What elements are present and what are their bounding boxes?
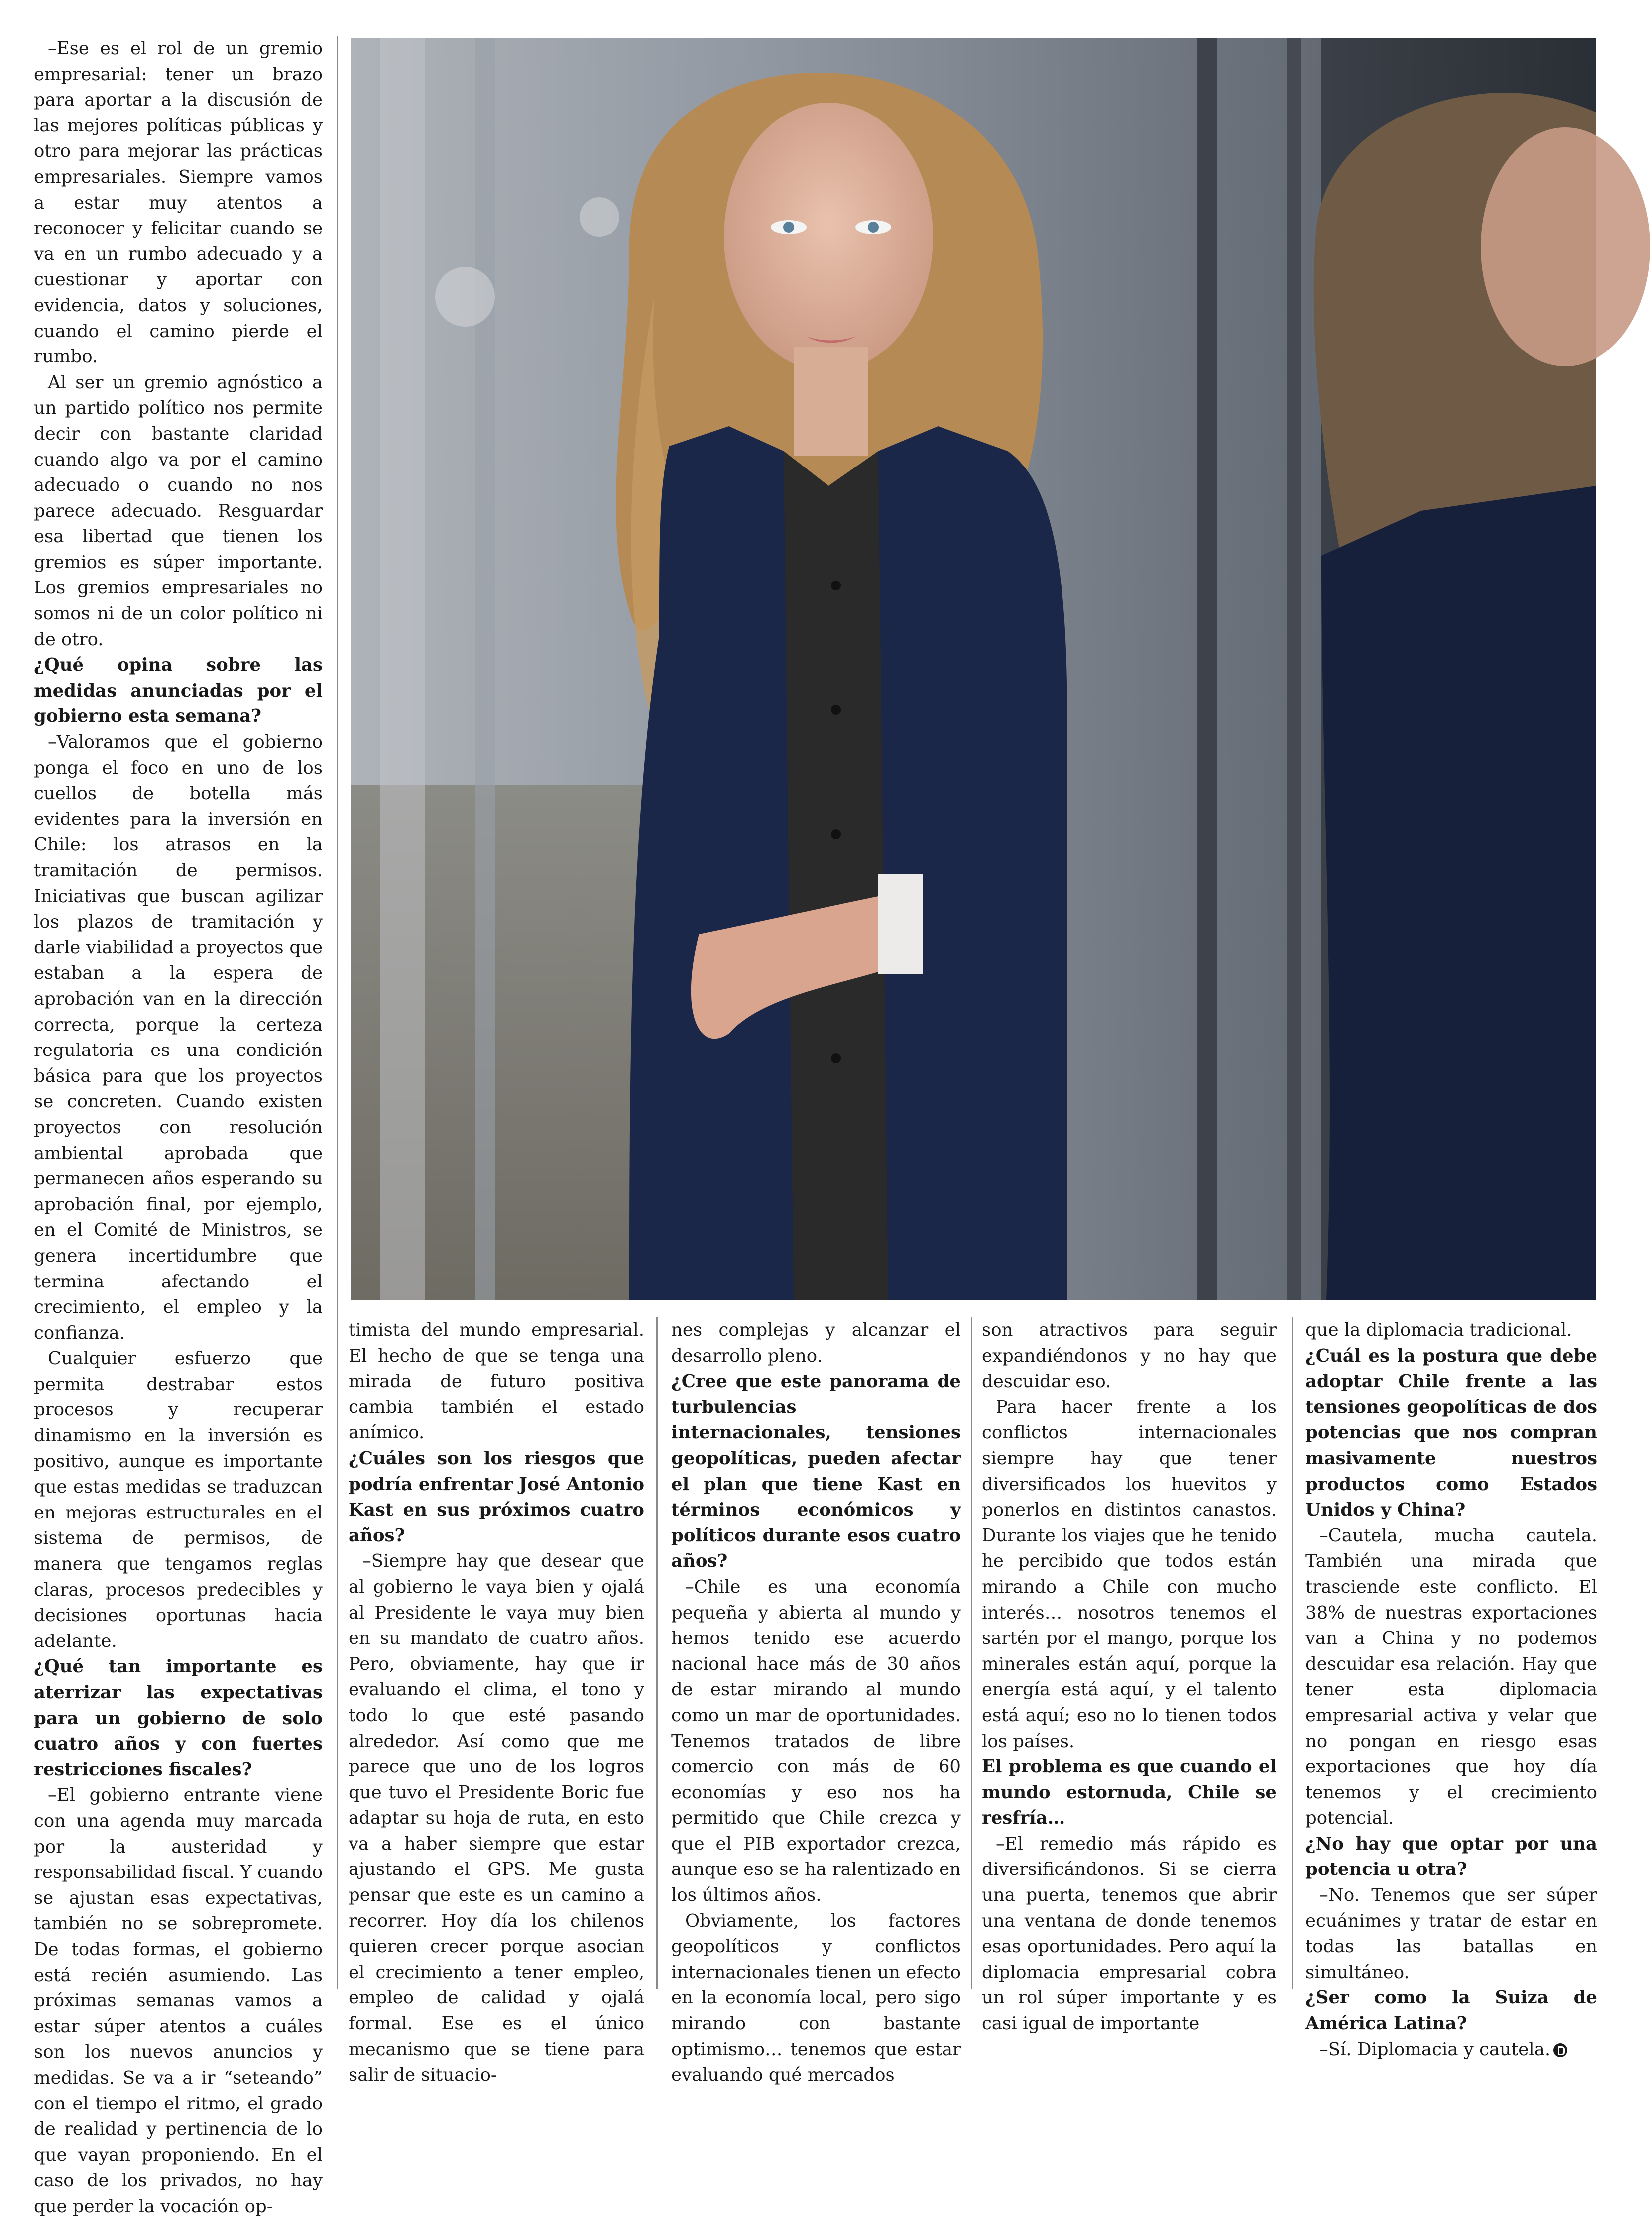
interview-question: ¿Ser como la Suiza de América Latina? xyxy=(1305,1987,1597,2034)
text-column-1 xyxy=(34,36,323,2217)
final-answer: –Sí. Diplomacia y cautela. xyxy=(1319,2039,1551,2060)
answer-paragraph: –El gobierno entrante viene con una agenda muy marcada por la austeridad y responsabilidad fiscal. Y cuando se ajustan esas expectativas, también no se sobrepromete. De todas formas, el gobierno está recién asumiendo. Las próximas semanas vamos a estar súper atentos a cuáles son los nuevos anuncios y medidas. Se va a ir “seteando” con el tiempo el ritmo, el grado de realidad y pertinencia de lo que vayan proponiendo. En el caso de los privados, no hay que perder la vocación op- xyxy=(34,1785,323,2217)
answer-paragraph: Para hacer frente a los conflictos internacionales siempre hay que tener diversificados los huevitos y ponerlos en distintos canastos. Durante los viajes que he tenido he percibido que todos están mirando a Chile con mucho interés… nosotros tenemos el sartén por el mango, porque los minerales están aquí, porque la energía está aquí, y el talento está aquí; eso no lo tienen todos los países. xyxy=(982,1397,1277,1752)
answer-paragraph: –Cautela, mucha cautela. También una mirada que trasciende este conflicto. El 38% de nuestras exportaciones van a China y no podemos descuidar esa relación. Hay que tener esta diplomacia empresarial activa y velar que no pongan en riesgo esas exportaciones que hoy día tenemos y el crecimiento potencial. xyxy=(1305,1525,1597,1829)
answer-paragraph: timista del mundo empresarial. El hecho de que se tenga una mirada de futuro positiva cambia también el estado anímico. xyxy=(349,1320,644,1443)
interview-question: ¿No hay que optar por una potencia u otra? xyxy=(1305,1833,1597,1880)
interview-question: ¿Cree que este panorama de turbulencias internacionales, tensiones geopolíticas, pueden afectar el plan que tiene Kast en términos económicos y políticos durante esos cuatro años? xyxy=(671,1371,961,1572)
text-column-4 xyxy=(982,1317,1277,2034)
text-column-5 xyxy=(1305,1317,1597,2060)
answer-paragraph: –Ese es el rol de un gremio empresarial: tener un brazo para aportar a la discusión de las mejores políticas públicas y otro para mejorar las prácticas empresariales. Siempre vamos a estar muy atentos a reconocer y felicitar cuando se va en un rumbo adecuado y a cuestionar y aportar con evidencia, datos y soluciones, cuando el camino pierde el rumbo. xyxy=(34,38,323,367)
answer-paragraph: que la diplomacia tradicional. xyxy=(1305,1320,1572,1340)
column-rule xyxy=(971,1317,972,1989)
interview-question: El problema es que cuando el mundo estornuda, Chile se resfría… xyxy=(982,1756,1277,1829)
text-column-2 xyxy=(349,1317,644,2086)
answer-paragraph: Obviamente, los factores geopolíticos y conflictos internacionales tienen un efecto en la economía local, pero sigo mirando con bastante optimismo… tenemos que estar evaluando qué mercados xyxy=(671,1910,961,2086)
portrait-photo xyxy=(351,38,1596,1300)
interview-question: ¿Cuál es la postura que debe adoptar Chile frente a las tensiones geopolíticas de dos potencias que nos compran masivamente nuestros productos como Estados Unidos y China? xyxy=(1305,1345,1597,1520)
interview-question: ¿Qué opina sobre las medidas anunciadas por el gobierno esta semana? xyxy=(34,655,323,727)
answer-paragraph: –Chile es una economía pequeña y abierta al mundo y hemos tenido ese acuerdo nacional hace más de 30 años de estar mirando al mundo como un mar de oportunidades. Tenemos tratados de libre comercio con más de 60 economías y eso nos ha permitido que Chile crezca y que el PIB exportador crezca, aunque eso se ha ralentizado en los últimos años. xyxy=(671,1576,961,1906)
answer-paragraph: –No. Tenemos que ser súper ecuánimes y tratar de estar en todas las batallas en simultáneo. xyxy=(1305,1885,1597,1983)
answer-paragraph xyxy=(1305,2037,1597,2063)
interview-question: ¿Qué tan importante es aterrizar las expectativas para un gobierno de solo cuatro años y con fuertes restricciones fiscales? xyxy=(34,1656,323,1780)
column-rule xyxy=(656,1317,658,1989)
answer-paragraph: –El remedio más rápido es diversificándonos. Si se cierra una puerta, tenemos que abrir una ventana de donde tenemos esas oportunidades. Pero aquí la diplomacia empresarial cobra un rol súper importante y es casi igual de importante xyxy=(982,1833,1277,2034)
answer-paragraph: –Siempre hay que desear que al gobierno le vaya bien y ojalá al Presidente le vaya muy bien en su mandato de cuatro años. Pero, obviamente, hay que ir evaluando el clima, el tono y todo lo que esté pasando alrededor. Así como que me parece que uno de los logros que tuvo el Presidente Boric fue adaptar su hoja de ruta, en esto va a haber siempre que estar ajustando el GPS. Me gusta pensar que este es un camino a recorrer. Hoy día los chilenos quieren crecer porque asocian el crecimiento a tener empleo, empleo de calidad y ojalá formal. Ese es el único mecanismo que se tiene para salir de situacio- xyxy=(349,1551,644,2086)
answer-paragraph: –Valoramos que el gobierno ponga el foco en uno de los cuellos de botella más evidentes para la inversión en Chile: los atrasos en la tramitación de permisos. Iniciativas que buscan agilizar los plazos de tramitación y darle viabilidad a proyectos que estaban a la espera de aprobación van en la dirección correcta, porque la certeza regulatoria es una condición básica para que los proyectos se concreten. Cuando existen proyectos con resolución ambiental aprobada que permanecen años esperando su aprobación final, por ejemplo, en el Comité de Ministros, se genera incertidumbre que termina afectando el crecimiento, el empleo y la confianza. xyxy=(34,732,323,1343)
column-rule xyxy=(1292,1317,1293,1989)
answer-paragraph: Al ser un gremio agnóstico a un partido político nos permite decir con bastante claridad cuando algo va por el camino adecuado o cuando no nos parece adecuado. Resguardar esa libertad que tienen los gremios es súper importante. Los gremios empresariales no somos ni de un color político ni de otro. xyxy=(34,372,323,650)
answer-paragraph: Cualquier esfuerzo que permita destrabar estos procesos y recuperar dinamismo en la inversión es positivo, aunque es importante que estas medidas se traduzcan en mejoras estructurales en el sistema de permisos, de manera que tengamos reglas claras, procesos predecibles y decisiones oportunas hacia adelante. xyxy=(34,1348,323,1651)
interview-question: ¿Cuáles son los riesgos que podría enfrentar José Antonio Kast en sus próximos cuatro años? xyxy=(349,1448,644,1546)
p-circle-icon xyxy=(1553,2043,1567,2057)
column-rule xyxy=(337,36,338,1989)
text-column-3 xyxy=(671,1317,961,2086)
answer-paragraph: nes complejas y alcanzar el desarrollo pleno. xyxy=(671,1320,961,1366)
answer-paragraph: son atractivos para seguir expandiéndonos y no hay que descuidar eso. xyxy=(982,1320,1277,1392)
